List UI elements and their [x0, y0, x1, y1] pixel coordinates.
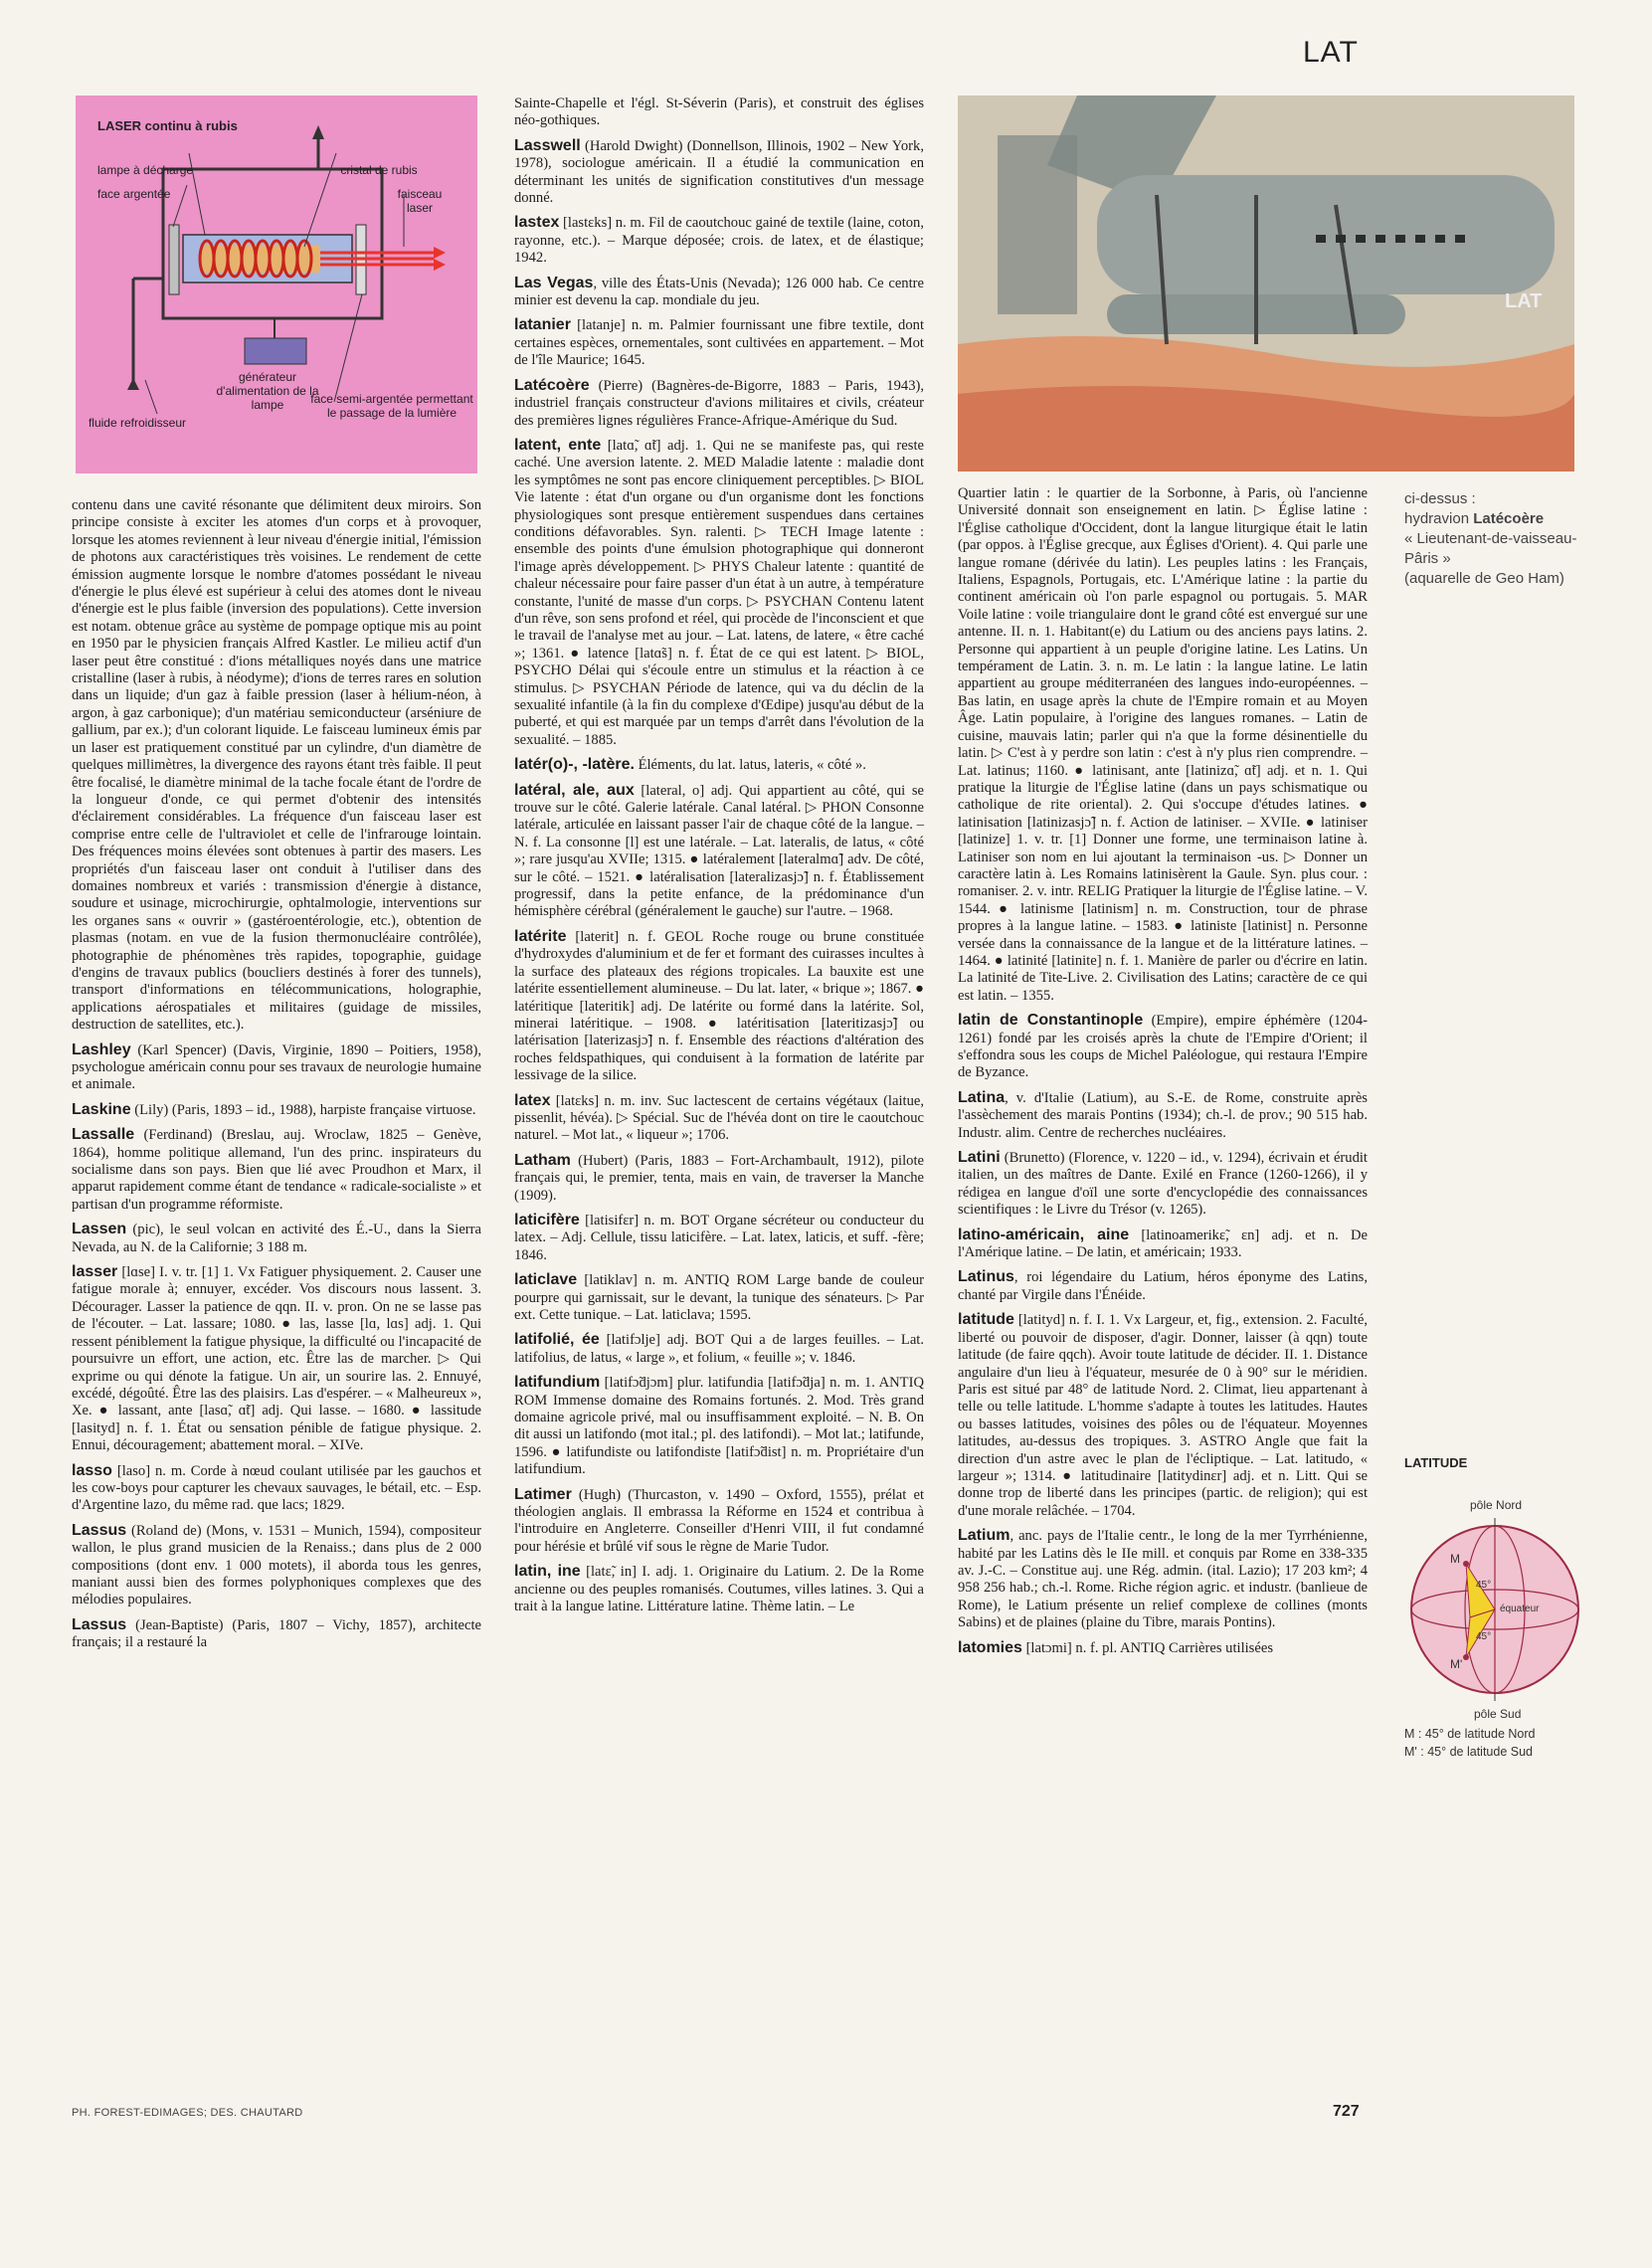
label-m: M [1450, 1552, 1460, 1566]
caption-line-2: hydravion Latécoère [1404, 510, 1545, 527]
entry-latimer [514, 1486, 924, 1557]
definition: [lastɛks] n. m. Fil de caoutchouc gainé de textile (laine, coton, rayonne, etc.). – Marque déposée; crois. de latex, et de élastique; 1942. [514, 215, 924, 267]
entry-latent [514, 437, 924, 749]
headword: Las Vegas [514, 274, 594, 291]
headword: Latham [514, 1151, 571, 1169]
definition: [latityd] n. f. I. 1. Vx Largeur, et, fig., extension. 2. Faculté, liberté ou pouvoir de disposer, d'agir. Donner, laisser (à qqn) toute latitude (de faire qqch). Avoir toute latitude de décider. II. 1. Distance angulaire d'un lieu à l'équateur, mesurée de 0 à 90° sur le méridien. Paris est situé par 48° de latitude Nord. 2. Climat, lieu appartenant à telle ou telle latitude. L'homme s'adapte à toutes les latitudes. Hautes ou basses latitudes, voisines des pôles ou de l'équateur. Moyennes latitudes, au-dessus des tropiques. 3. ASTRO Angle que fait la direction d'un astre avec le plan de l'écliptique. – Lat. latitudo, « largeur »; 1314. ● latitudinaire [latitydinɛr] adj. et n. Litt. Qui se donne trop de liberté dans les principes (partic. de religion); qui est d'une morale relâchée. – 1704. [958, 1312, 1368, 1519]
definition: , roi légendaire du Latium, héros éponyme des Latins, chanté par Virgile dans l'Énéide. [958, 1269, 1368, 1303]
definition: [lɑse] I. v. tr. [1] 1. Vx Fatiguer physiquement. 2. Causer une fatigue morale à; ennuyer, excéder. Vos discours nous lassent. 3. Décourager. Lasser la patience de qqn. II. v. pron. On ne se lasse pas de l'écouter. – Lat. lassare; 1080. ● las, lasse [lɑ, lɑs] adj. 1. Qui ressent péniblement la fatigue physique, la difficulté ou l'incapacité de poursuivre un effort, une action, etc. Être las de marcher. ▷ Qui exprime ou qui dénote la fatigue. Un air, un sourire las. 2. Ennuyé, excédé, dégoûté. Être las des plaisirs. Las d'espérer. – « Malheureux », Xe. ● lassant, ante [lasɑ̃, ɑ̃t] adj. Qui lasse. – 1680. ● lassitude [lasityd] n. f. 1. État ou sensation pénible de fatigue physique. 2. Ennui, découragement; abattement moral. – XIVe. [72, 1264, 481, 1454]
headword: latifundium [514, 1374, 601, 1392]
entry-latifundium [514, 1374, 924, 1478]
entry-lasso [72, 1462, 481, 1515]
headword: Lassalle [72, 1126, 135, 1144]
definition: (Karl Spencer) (Davis, Virginie, 1890 – Poitiers, 1958), psychologue américain connu pour ses travaux de neurologie humaine et animale. [72, 1041, 481, 1093]
entry-lashley [72, 1041, 481, 1094]
headword: latino-américain, aine [958, 1226, 1130, 1243]
laser-continuation: contenu dans une cavité résonante que délimitent deux miroirs. Son principe consiste à exciter les atomes d'un corps et à provoquer, lorsque les atomes reviennent à leur niveau d'énergie initial, l'émission de photons aux caractéristiques très voisines. Le rendement de cette émission augmente lorsque le nombre d'atomes possédant le niveau d'énergie le plus élevé est supérieur à celui des atomes dont le niveau d'énergie est le plus faible (inversion des populations). Cette inversion est notam. obtenue grâce au système de pompage optique mis au point en 1950 par le physicien français Alfred Kastler. Le milieu actif d'un laser peut être constitué : d'ions métalliques noyés dans une matrice cristalline (laser à rubis, à néodyme); d'ions de terres rares en solution dans un liquide; d'un gaz à faible pression (laser à hélium-néon, à argon, à gaz carbonique); d'un matériau semiconducteur (arséniure de gallium, par ex.); d'un colorant liquide. Le faisceau lumineux émis par un laser est pratiquement constitué par un cylindre, d'un diamètre de quelques millimètres, la divergence des rayons étant très faible. Il peut être focalisé, le diamètre minimal de la tache focale étant de l'ordre de la longueur d'onde, ce qui permet d'obtenir des intensités d'éclairement considérables. La fréquence d'un faisceau laser est comprise entre celle de l'ultraviolet et celle de l'infrarouge lointain. Des fréquences moins élevées sont obtenues à partir des masers. Les propriétés d'un faisceau laser ont conduit à l'utiliser dans des domaines nombreux et variés : transmission d'énergie à distance, soudure et usinage, microchirurgie, ophtalmologie, interventions sur les organes sans « ouvrir » (gastéroentérologie, etc.), obtention de plasmas (notam. en vue de la fusion thermonucléaire contrôlée), photographie de phénomènes très rapides, topographie, guidage d'engins de travaux publics (boucliers destinés à forer des tunnels), transport d'informations en télécommunications, holographie, applications aérospatiales et militaires (guidage de missiles, destruction de satellites, etc.). [72, 497, 481, 1034]
definition: [laso] n. m. Corde à nœud coulant utilisée par les gauchos et les cow-boys pour capturer les chevaux sauvages, le bétail, etc. – Esp. d'Argentine lazo, du même rad. que lacs; 1829. [72, 1462, 481, 1514]
latitude-figure [1400, 1476, 1589, 1735]
headword: latitude [958, 1311, 1014, 1329]
headword: lasso [72, 1461, 112, 1479]
laser-figure-title: LASER continu à rubis [97, 118, 238, 133]
label-angle-south: 45° [1476, 1631, 1492, 1642]
lassus-continuation: Sainte-Chapelle et l'égl. St-Séverin (Paris), et construit des églises néo-gothiques. [514, 95, 924, 129]
entry-lassen [72, 1221, 481, 1256]
entry-laskine [72, 1101, 481, 1119]
latitude-globe [1400, 1476, 1589, 1735]
entry-lassus-jean-baptiste [72, 1616, 481, 1652]
headword: latér(o)-, -latère. [514, 756, 635, 774]
definition: [latɛ̃, in] I. adj. 1. Originaire du Latium. 2. De la Rome ancienne ou des peuples romanisés. Coutumes, villes latines. 3. Qui a trait à la langue latine. Littérature latine. Thème latin. – Le [514, 1564, 924, 1615]
label-ruby-crystal: cristal de rubis [340, 163, 418, 177]
page-number: 727 [1333, 2103, 1360, 2120]
entry-lassus-roland [72, 1522, 481, 1609]
caption-line-1: ci-dessus : [1404, 490, 1476, 507]
column-1 [72, 497, 481, 1659]
definition: [latanje] n. m. Palmier fournissant une fibre textile, dont certaines espèces, ornementales, sont cultivées en appartement. – Mot de l'île Maurice; 1645. [514, 317, 924, 369]
entry-laterite [514, 928, 924, 1085]
entry-lasswell [514, 137, 924, 208]
entry-latin-constantinople [958, 1012, 1368, 1082]
label-south-pole: pôle Sud [1474, 1707, 1522, 1721]
entry-latin [514, 1563, 924, 1615]
entry-latecoere [514, 377, 924, 430]
definition: , ville des États-Unis (Nevada); 126 000 hab. Ce centre minier est devenu la cap. mondiale du jeu. [514, 275, 924, 309]
headword: latex [514, 1091, 551, 1109]
power-generator [245, 338, 306, 364]
entry-lassalle [72, 1126, 481, 1214]
headword: laticifère [514, 1211, 580, 1228]
headword: Latium [958, 1527, 1010, 1545]
running-head: LAT [1303, 36, 1359, 69]
headword: lasser [72, 1263, 118, 1281]
definition: [latɑ̃, ɑ̃t] adj. 1. Qui ne se manifeste pas, qui reste caché. Une aversion latente. 2. MED Maladie latente : maladie dont les symptômes ne sont pas encore cliniquement perceptibles. ▷ BIOL Vie latente : état d'un organe ou d'un organisme dont les fonctions physiologiques sont presque entièrement suspendues dans certaines conditions défavorables. Syn. ralenti. ▷ TECH Image latente : ensemble des points d'une émulsion photographique qui donneront l'image après développement. ▷ PHYS Chaleur latente : quantité de chaleur nécessaire pour faire passer d'un état à un autre, à température constante, l'unité de masse d'un corps. ▷ PSYCHAN Contenu latent d'un rêve, son sens profond et réel, qui procède de l'inconscient et que le travail de l'analyse met au jour. – Lat. latens, de latere, « être caché »; 1361. ● latence [latɑ̃s] n. f. État de ce qui est latent. ▷ BIOL, PSYCHO Délai qui s'écoule entre un stimulus et la réaction à ce stimulus. ▷ PSYCHAN Période de latence, qui va du déclin de la sexualité infantile (à la fin du complexe d'Œdipe) jusqu'au début de la puberté, et qui est marquée par un temps d'arrêt dans l'évolution de la sexualité. – 1885. [514, 437, 924, 748]
headword: laticlave [514, 1271, 578, 1289]
ruby-rod [201, 245, 320, 273]
definition: (Pierre) (Bagnères-de-Bigorre, 1883 – Paris, 1943), industriel français constructeur d'avions militaires et civils, créateur des premières lignes régulières France-Afrique-Amérique du Sud. [514, 377, 924, 429]
point-m [1463, 1561, 1469, 1567]
definition: (Empire), empire éphémère (1204-1261) fondé par les croisés après la chute de l'Empire d'Orient; il s'effondra sous les coups de Michel Paléologue, qui restaura l'Empire de Byzance. [958, 1013, 1369, 1081]
entry-latex [514, 1092, 924, 1145]
headword: Lashley [72, 1040, 131, 1058]
entry-las-vegas [514, 275, 924, 310]
definition: [latifɔlje] adj. BOT Qui a de larges feuilles. – Lat. latifolius, de latus, « large », et folium, « feuille »; v. 1846. [514, 1332, 924, 1366]
seaplane-painting [958, 95, 1574, 472]
definition: [latiklav] n. m. ANTIQ ROM Large bande de couleur pourpre qui garnissait, sur le devant, la tunique des sénateurs. ▷ Par ext. Cette tunique. – Lat. laticlava; 1595. [514, 1272, 924, 1323]
column-3 [958, 485, 1368, 1664]
definition: [lateral, o] adj. Qui appartient au côté, qui se trouve sur le côté. Galerie latérale. Canal latéral. ▷ PHON Consonne latérale, articulée en laissant passer l'air de chaque côté de la langue. – N. f. La consonne [l] est une latérale. – Lat. lateralis, de latus, « côté »; rare jusqu'au XVIIe; 1315. ● latéralement [lateralmɑ̃] adv. De côté, sur le côté. – 1521. ● latéralisation [lateralizasjɔ̃] n. f. Établissement progressif, dans la petite enfance, de la prédominance d'un hémisphère cérébral (généralement le gauche) sur l'autre. – 1968. [514, 782, 924, 920]
label-silvered-face: face argentée [97, 187, 171, 201]
legend-m-prime: M' : 45° de latitude Sud [1404, 1745, 1533, 1759]
laser-figure [76, 95, 477, 473]
definition: (Hubert) (Paris, 1883 – Fort-Archambault, 1912), pilote français qui, le premier, tenta, mais en vain, de traverser la Manche (1909). [514, 1152, 924, 1204]
definition: [latisifɛr] n. m. BOT Organe sécréteur ou conducteur du latex. – Adj. Cellule, tissu laticifère. – Lat. latex, laticis, et suff. -fère; 1846. [514, 1212, 924, 1263]
headword: Latina [958, 1088, 1006, 1106]
headword: latifolié, ée [514, 1331, 600, 1349]
caption-line-3: « Lieutenant-de-vaisseau-Pâris » [1404, 530, 1577, 567]
entry-laticlave [514, 1271, 924, 1324]
latitude-legend [1404, 1725, 1535, 1761]
headword: lastex [514, 214, 560, 232]
entry-lastex [514, 214, 924, 267]
entry-latium [958, 1527, 1368, 1631]
seaplane-illustration [958, 95, 1574, 472]
definition: [latifɔ̃djɔm] plur. latifundia [latifɔ̃dja] n. m. 1. ANTIQ ROM Immense domaine des Romains fortunés. 2. Mod. Très grand domaine agricole privé, mal ou insuffisamment exploité. – N. B. On dit aussi un latifondo (mot ital.; pl. des latifondi). – Mot lat.; latifunde, 1596. ● latifundiste ou latifondiste [latifɔ̃dist] n. m. Propriétaire d'un latifundium. [514, 1375, 924, 1478]
definition: (Hugh) (Thurcaston, v. 1490 – Oxford, 1555), prélat et théologien anglais. Il embrassa la Réforme en 1524 et contribua à l'introduire en Angleterre. Conseiller d'Henri VIII, il fut condamné pour hérésie et brûlé vif sous le règne de Marie Tudor. [514, 1486, 924, 1555]
definition: (pic), le seul volcan en activité des É.-U., dans la Sierra Nevada, au N. de la Californie; 3 188 m. [72, 1222, 481, 1255]
legend-m: M : 45° de latitude Nord [1404, 1727, 1536, 1741]
definition: , anc. pays de l'Italie centr., le long de la mer Tyrrhénienne, habité par les Latins dès le IIe mill. et conquis par Rome en 338-335 av. J.-C. – Constitue auj. une Rég. admin. (ital. Lazio); 17 203 km²; 4 958 256 hab.; ch.-l. Rome. Riche région agric. et industr. (banlieue de Rome), le Latium présente un relief complexe de collines (monts Sabins) et de plaines (plaine du Tibre, marais Pontins). [958, 1528, 1368, 1631]
caption-line-4: (aquarelle de Geo Ham) [1404, 570, 1564, 587]
definition: [latɔmi] n. f. pl. ANTIQ Carrières utilisées [1021, 1639, 1273, 1656]
headword: Lassus [72, 1521, 127, 1539]
label-angle-north: 45° [1476, 1580, 1492, 1591]
headword: latomies [958, 1638, 1022, 1656]
definition: (Ferdinand) (Breslau, auj. Wroclaw, 1825 – Genève, 1864), homme politique allemand, l'un des princ. inspirateurs du socialisme dans son pays. Bien que lié avec Proudhon et Marx, il apparut rapidement comme étant de tendance « radicale-socialiste » et partisan d'un programme réformiste. [72, 1127, 481, 1213]
headword: Lassus [72, 1615, 127, 1633]
entry-latham [514, 1152, 924, 1205]
definition: , v. d'Italie (Latium), au S.-E. de Rome, construite après l'assèchement des marais Pontins (1934); ch.-l. de prov.; 90 515 hab. Industr. alim. Centre de recherches nucléaires. [958, 1089, 1368, 1141]
entry-latina [958, 1089, 1368, 1142]
image-caption [1404, 489, 1603, 589]
headword: Lassen [72, 1221, 127, 1238]
entry-latini [958, 1149, 1368, 1220]
entry-lateral [514, 782, 924, 921]
headword: latérite [514, 927, 567, 945]
latitude-figure-title: LATITUDE [1404, 1455, 1468, 1470]
label-lamp: lampe à décharge [97, 163, 194, 177]
latin-continuation: Quartier latin : le quartier de la Sorbonne, à Paris, où l'ancienne Université donnait son enseignement en latin. ▷ Église latine : l'Église catholique d'Occident, dont la langue liturgique était le latin (par oppos. à l'Église grecque, aux Églises d'Orient). 4. Qui parle une langue romane (dérivée du latin). Les peuples latins : les Français, Italiens, Espagnols, Portugais, etc. L'Amérique latine : la partie du continent américain où l'on parle espagnol ou portugais. 5. MAR Voile latine : voile triangulaire dont le grand côté est envergué sur une antenne. II. n. 1. Habitant(e) du Latium ou des anciens pays latins. 2. Personne qui appartient à un peuple d'origine latine. Les Latins. Un tempérament de Latin. 3. n. m. Le latin : la langue latine. Le latin appartient au groupe méditerranéen des langues indo-européennes. – Bas latin, en usage après la chute de l'Empire romain et au Moyen Âge. Latin populaire, à l'origine des langues romanes. – Latin de cuisine, mauvais latin; parler qui n'a que la forme désinentielle du latin. ▷ C'est à y perdre son latin : c'est à n'y plus rien comprendre. – Lat. latinus; 1160. ● latinisant, ante [latinizɑ̃, ɑ̃t] adj. et n. 1. Qui pratique la liturgie de l'Église latine (dans un pays schismatique ou catholique de rite oriental). 2. Qui s'occupe d'études latines. ● latinisation [latinizasjɔ̃] n. f. Action de latiniser. – XVIIe. ● latiniser [latinize] 1. v. tr. [1] Donner une forme, une terminaison latine à. Latiniser son nom en lui ajoutant la terminaison -us. ▷ Donner un caractère latin à. Les Romains latinisèrent la Gaule. Syn. plus cour. : romaniser. 2. v. intr. RELIG Pratiquer la liturgie de l'Église latine. – V. 1544. ● latinisme [latinism] n. m. Construction, tour de phrase propres à la langue latine. – 1583. ● latiniste [latinist] n. Personne versée dans la connaissance de la langue et de la littérature latines. – 1464. ● latinité [latinite] n. f. 1. Manière de parler ou d'écrire en latin. La latinité de Tite-Live. 2. Civilisation des Latins; caractère de ce qui est latin. – 1355. [958, 485, 1368, 1004]
plane-registration: LAT [1505, 290, 1543, 312]
headword: latent, ente [514, 436, 602, 454]
definition: (Lily) (Paris, 1893 – id., 1988), harpiste française virtuose. [130, 1101, 476, 1118]
definition: [latinoamerikɛ̃, ɛn] adj. et n. De l'Amérique latine. – De latin, et américain; 1933. [958, 1227, 1369, 1261]
label-generator: générateur d'alimentation de la lampe [216, 370, 319, 412]
label-laser-beam: faisceau laser [397, 187, 443, 215]
label-semi-silvered: face semi-argentée permettant le passage de la lumière [310, 392, 473, 420]
definition: (Brunetto) (Florence, v. 1220 – id., v. 1294), écrivain et érudit italien, un des maîtres de Dante. Exilé en France (1260-1266), il y rédigea en langue d'oïl une sorte d'encyclopédie des connaissances scientifiques : le Livre du Trésor (v. 1265). [958, 1150, 1368, 1219]
entry-latomies [958, 1639, 1368, 1657]
entry-latino-americain [958, 1227, 1368, 1262]
label-m-prime: M' [1450, 1657, 1463, 1671]
definition: (Jean-Baptiste) (Paris, 1807 – Vichy, 1857), architecte français; il a restauré la [72, 1616, 481, 1651]
label-coolant: fluide refroidisseur [88, 416, 187, 430]
column-2 [514, 95, 924, 1623]
silvered-mirror [169, 225, 179, 294]
headword: Latimer [514, 1485, 572, 1503]
definition: (Roland de) (Mons, v. 1531 – Munich, 1594), compositeur wallon, le plus grand musicien de la Renaiss.; dans plus de 2 000 compositions (dont env. 1 000 motets), il aborda tous les genres, maniant aussi bien des formes polyphoniques complexes que des mélodies populaires. [72, 1522, 481, 1608]
headword: latéral, ale, aux [514, 781, 635, 799]
entry-lasser [72, 1263, 481, 1454]
entry-latero [514, 756, 924, 774]
headword: latanier [514, 316, 571, 334]
definition: [latɛks] n. m. inv. Suc lactescent de certains végétaux (laitue, pissenlit, hévéa). ▷ Spécial. Suc de l'hévéa dont on tire le caoutchouc naturel. – Mot lat., « liqueur »; 1706. [514, 1092, 924, 1144]
definition: Éléments, du lat. latus, lateris, « côté ». [634, 757, 866, 774]
point-m-prime [1463, 1654, 1469, 1660]
headword: latin de Constantinople [958, 1012, 1144, 1030]
definition: [laterit] n. f. GEOL Roche rouge ou brune constituée d'hydroxydes d'aluminium et de fer et formant des cuirasses incultes à la surface des plateaux des régions tropicales. La bauxite est une latérite essentiellement alumineuse. – Du lat. later, « brique »; 1867. ● latéritique [lateritik] adj. De latérite ou formé dans la latérite. Sol, minerai latéritique. – 1908. ● latéritisation [lateritizasjɔ̃] ou latérisation [laterizasjɔ̃] n. f. Ensemble des réactions d'altération des roches feldspathiques, qui conduisent à la formation de latérite par lessivage de la silice. [514, 928, 924, 1084]
label-equator: équateur [1500, 1604, 1540, 1614]
definition: (Harold Dwight) (Donnellson, Illinois, 1902 – New York, 1978), sociologue américain. Il a étudié la communication en déterminant les unités de signification constitutives d'un message donné. [514, 137, 924, 207]
entry-latifolie [514, 1331, 924, 1367]
headword: Laskine [72, 1100, 131, 1118]
entry-latinus [958, 1268, 1368, 1304]
photo-credit: PH. FOREST-EDIMAGES; DES. CHAUTARD [72, 2107, 303, 2119]
headword: latin, ine [514, 1563, 581, 1581]
entry-latanier [514, 316, 924, 369]
headword: Latini [958, 1149, 1001, 1167]
label-north-pole: pôle Nord [1470, 1498, 1523, 1512]
headword: Lasswell [514, 136, 581, 154]
headword: Latinus [958, 1268, 1014, 1286]
headword: Latécoère [514, 376, 590, 394]
entry-latitude [958, 1311, 1368, 1520]
entry-laticifere [514, 1212, 924, 1264]
